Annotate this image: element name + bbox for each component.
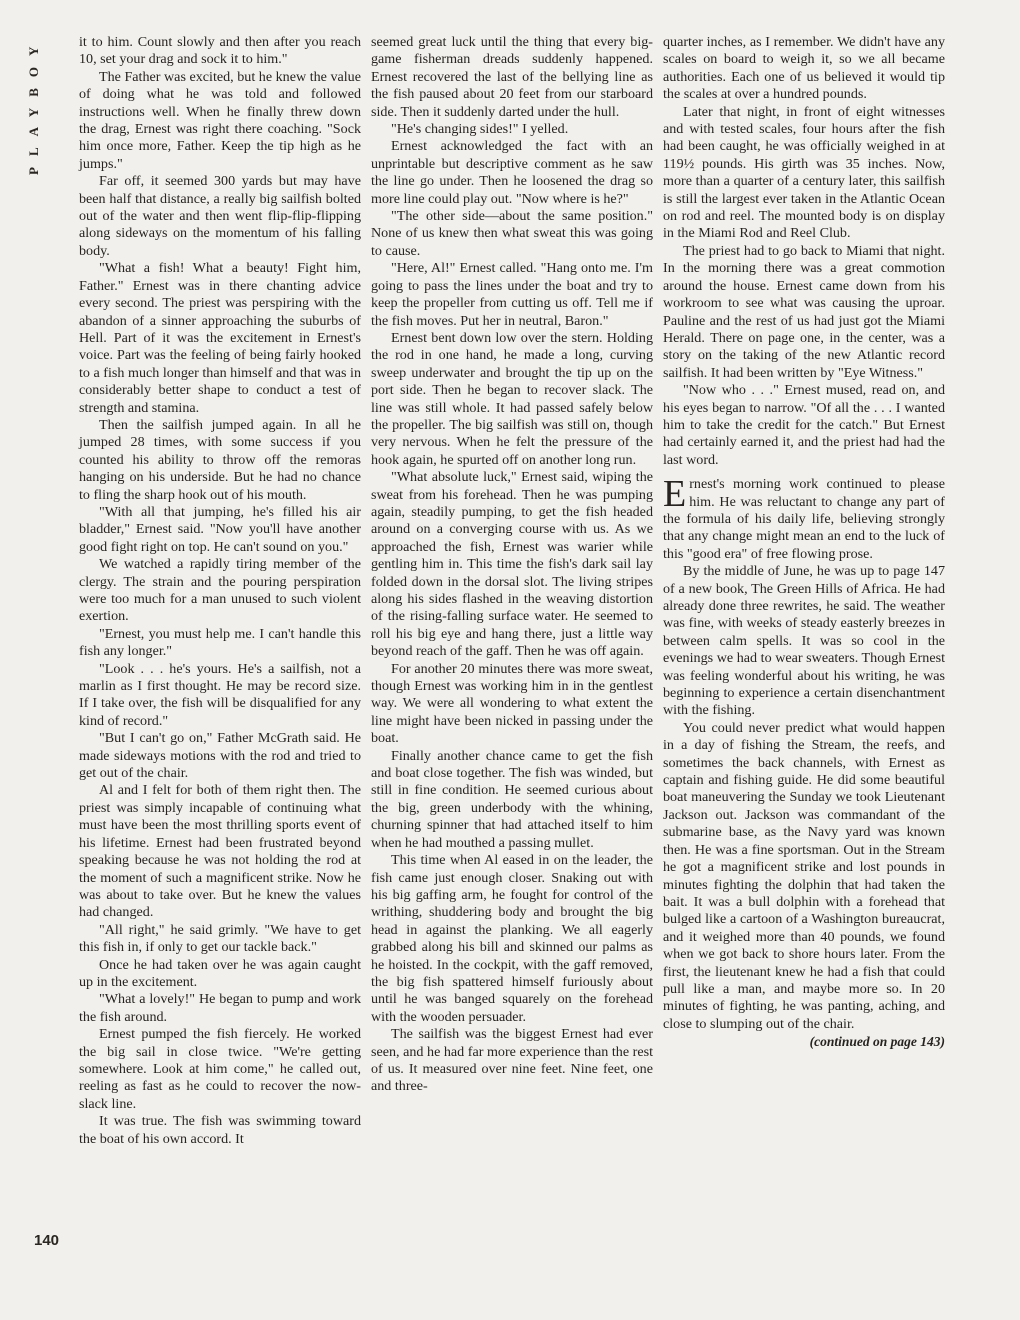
paragraph: "What absolute luck," Ernest said, wiping the sweat from his forehead. Then he was pumping again, steadily pumping, to get the fish headed around on a converging course with us. As we approached the fish, Ernest was warier while gentling him in. This time the fish's dark sail lay folded down in the dorsal slot. The living stripes along his sides flashed in the weaving distortion of the rising-falling surface water. He seemed to roll his big eye and hang there, just a little way beyond reach of the gaff. Then he was off again. xyxy=(371,469,653,660)
paragraph: Then the sailfish jumped again. In all he jumped 28 times, with some success if you counted his ability to throw off the remoras hanging on his underside. But he had no chance to fling the sharp hook out of his mouth. xyxy=(79,416,361,503)
paragraph: You could never predict what would happen in a day of fishing the Stream, the reefs, and sometimes the back channels, with Ernest as captain and fishing guide. He did some beautiful boat maneuvering the Sunday we took Lieutenant Jackson out. Jackson was commandant of the submarine base, as the Navy yard was known then. He was a fine sportsman. Out in the Stream he got a magnificent strike and lost pounds in minutes fighting the dolphin that had taken the bait. It was a bull dolphin with a forehead that bulged like a cartoon of a Washington bureaucrat, and it weighed more than 40 pounds, we found when we got back to shore hours later. From the first, the lieutenant knew he had a fish that could pull like a man, and maybe more so. In 20 minutes of fighting, he was panting, aching, and close to slumping out of the chair. xyxy=(663,719,945,1032)
paragraph: "With all that jumping, he's filled his air bladder," Ernest said. "Now you'll have another good fight right on top. He can't sound on you." xyxy=(79,503,361,555)
paragraph: "All right," he said grimly. "We have to get this fish in, if only to get our tackle back." xyxy=(79,921,361,956)
column-1 xyxy=(79,34,361,1148)
paragraph: By the middle of June, he was up to page 147 of a new book, The Green Hills of Africa. He had already done three rewrites, he said. The weather was fine, with weeks of steady easterly breezes in between calm spells. It was so cool in the evenings we had to wear sweaters. Though Ernest was feeling wonderful about his writing, he was beginning to experience a certain disenchantment with the fishing. xyxy=(663,563,945,719)
paragraph: The Father was excited, but he knew the value of doing what he was told and followed instructions well. When he finally threw down the drag, Ernest was right there coaching. "Sock him once more, Father. Keep the tip high as he jumps." xyxy=(79,68,361,172)
section-opening-paragraph xyxy=(663,473,945,563)
paragraph: seemed great luck until the thing that every big-game fisherman dreads suddenly happened. Ernest recovered the last of the bellying line as the fish paused about 20 feet from our starboard side. Then it suddenly darted under the hull. xyxy=(371,34,653,120)
paragraph: it to him. Count slowly and then after you reach 10, set your drag and sock it to him." xyxy=(79,34,361,68)
paragraph: "But I can't go on," Father McGrath said. He made sideways motions with the rod and tried to get out of the chair. xyxy=(79,730,361,782)
column-3 xyxy=(663,34,945,1051)
paragraph: Far off, it seemed 300 yards but may have been half that distance, a really big sailfish bolted out of the water and then went flip-flip-flipping along sideways on the momentum of his falling body. xyxy=(79,173,361,259)
page-number: 140 xyxy=(34,1232,60,1249)
paragraph: The sailfish was the biggest Ernest had ever seen, and he had far more experience than the rest of us. It measured over nine feet. Nine feet, one and three- xyxy=(371,1026,653,1095)
paragraph: Ernest acknowledged the fact with an unprintable but descriptive comment as he saw the line go under. Then he loosened the drag so more line could play out. "Now where is he?" xyxy=(371,138,653,207)
drop-cap: E xyxy=(663,473,687,516)
paragraph: "What a lovely!" He began to pump and work the fish around. xyxy=(79,991,361,1025)
paragraph: "Now who . . ." Ernest mused, read on, and his eyes began to narrow. "Of all the . . . I wanted him to take the credit for the catch." But Ernest had certainly earned it, and the priest had had the last word. xyxy=(663,382,945,468)
paragraph: Once he had taken over he was again caught up in the excitement. xyxy=(79,956,361,990)
paragraph: "The other side—about the same position." None of us knew then what sweat this was going to cause. xyxy=(371,208,653,259)
column-2 xyxy=(371,34,653,1096)
paragraph: "He's changing sides!" I yelled. xyxy=(391,121,569,138)
paragraph: Al and I felt for both of them right then. The priest was simply incapable of continuing what must have been the most thrilling sports event of his lifetime. Ernest had been frustrated beyond speaking because he was not holding the rod at the moment of such a magnificent strike. Now he was about to take over. But he knew the values had changed. xyxy=(79,782,361,921)
paragraph: Ernest bent down low over the stern. Holding the rod in one hand, he made a long, curving sweep underwater and brought the tip up on the port side. Then he began to recover slack. The line was still whole. It had passed safely below the propeller. The big sailfish was still on, though very nervous. When he felt the pressure of the hook again, he spurted off on another long run. xyxy=(371,329,653,468)
continued-note: (continued on page 143) xyxy=(809,1034,945,1050)
paragraph: quarter inches, as I remember. We didn't have any scales on board to weigh it, so we all became authorities. Each one of us believed it would tip the scales at over a hundred pounds. xyxy=(663,34,945,103)
paragraph: Finally another chance came to get the fish and boat close together. The fish was winded, but still in fine condition. He seemed curious about the big, green underbody with the whining, churning spinner that had attached itself to him when he had mouthed a passing mullet. xyxy=(371,747,653,851)
magazine-name: PLAYBOY xyxy=(26,36,41,176)
paragraph: For another 20 minutes there was more sweat, though Ernest was working him in in the gentlest way. We were all wondering to what extent the line might have been nicked in passing under the boat. xyxy=(371,660,653,747)
paragraph: "Ernest, you must help me. I can't handle this fish any longer." xyxy=(79,625,361,660)
paragraph: We watched a rapidly tiring member of the clergy. The strain and the pouring perspiration were too much for a man unused to such violent exertion. xyxy=(79,556,361,625)
paragraph: "What a fish! What a beauty! Fight him, Father." Ernest was in there chanting advice every second. The priest was perspiring with the abandon of a sinner approaching the suburbs of Hell. Part of it was the excitement in Ernest's voice. Part was the feeling of being fairly hooked to a fish much longer than himself and that was in considerably better shape to conduct a test of strength and stamina. xyxy=(79,260,361,416)
paragraph: This time when Al eased in on the leader, the fish came just enough closer. Snaking out with his big gaffing arm, he fought for control of the writhing, shuddering body and brought the big head in against the planking. We all eagerly grabbed along his bill and skinned our palms as he hoisted. In the cockpit, with the gaff removed, the big fish spattered himself furiously about until he was banged squarely on the forehead with the wooden persuader. xyxy=(371,852,653,1025)
paragraph-text: rnest's morning work continued to please him. He was reluctant to change any part of the formula of his daily life, believing strongly that any change might mean an end to the luck of this "good era" of free flowing prose. xyxy=(663,476,945,562)
paragraph: "Here, Al!" Ernest called. "Hang onto me. I'm going to pass the lines under the boat and try to keep the propeller from cutting us off. Tell me if the fish moves. Put her in neutral, Baron." xyxy=(371,260,653,329)
paragraph: It was true. The fish was swimming toward the boat of his own accord. It xyxy=(79,1113,361,1147)
paragraph: Ernest pumped the fish fiercely. He worked the big sail in close twice. "We're getting somewhere. Look at him come," he called out, reeling as fast as he could to recover the now-slack line. xyxy=(79,1026,361,1112)
paragraph: Later that night, in front of eight witnesses and with tested scales, four hours after the fish had been caught, he was officially weighed in at 119½ pounds. His girth was 35 inches. Now, more than a quarter of a century later, this sailfish is still the largest ever taken in the Atlantic Ocean on rod and reel. The mounted body is on display in the Miami Rod and Reel Club. xyxy=(663,103,945,242)
paragraph: The priest had to go back to Miami that night. In the morning there was a great commotion around the house. Ernest came down from his workroom to see what was causing the uproar. Pauline and the rest of us had just got the Miami Herald. There on page one, in the center, was a story on the taking of the new Atlantic record sailfish. It had been written by "Eye Witness." xyxy=(663,242,945,381)
paragraph: "Look . . . he's yours. He's a sailfish, not a marlin as I first thought. He may be record size. If I take over, the fish will be disqualified for any kind of record." xyxy=(79,660,361,729)
